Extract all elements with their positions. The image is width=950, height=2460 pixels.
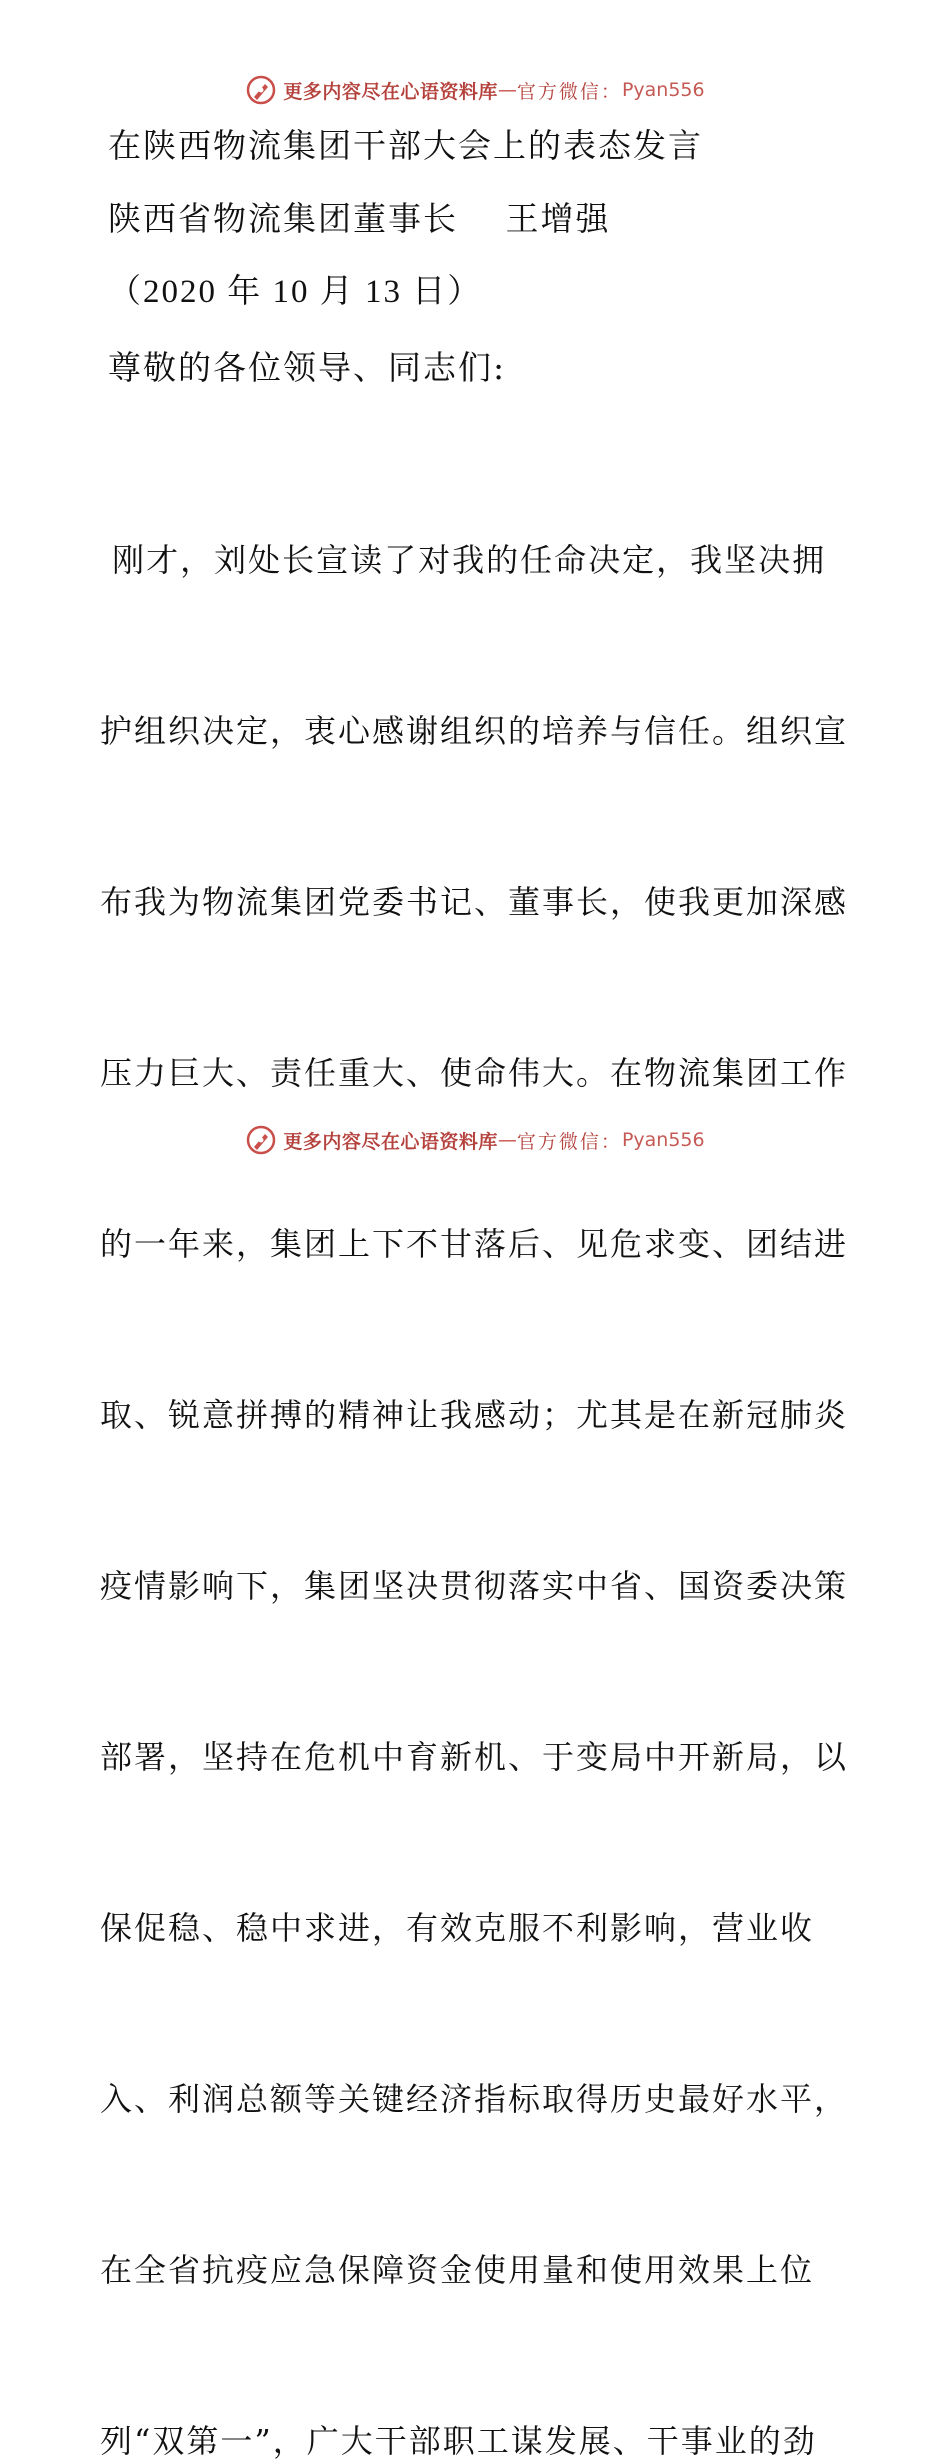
watermark-wechat-id: Pyan556 <box>621 1129 705 1151</box>
watermark-label: 官方微信： <box>516 1130 622 1153</box>
body-line: 的一年来，集团上下不甘落后、见危求变、团结进 <box>100 1225 849 1263</box>
document-title: 在陕西物流集团干部大会上的表态发言 <box>108 126 703 165</box>
pen-logo-icon <box>245 1124 277 1156</box>
body-line: 压力巨大、责任重大、使命伟大。在物流集团工作 <box>100 1054 849 1092</box>
watermark-brand: 更多内容尽在心语资料库 <box>283 80 498 103</box>
body-line: 布我为物流集团党委书记、董事长，使我更加深感 <box>100 883 849 921</box>
body-line: 部署，坚持在危机中育新机、于变局中开新局，以 <box>100 1738 849 1776</box>
watermark-brand: 更多内容尽在心语资料库 <box>283 1130 498 1153</box>
speech-date: （2020 年 10 月 13 日） <box>108 274 483 310</box>
watermark-header <box>0 74 950 106</box>
body-line: 在全省抗疫应急保障资金使用量和使用效果上位 <box>100 2251 815 2289</box>
body-line: 疫情影响下，集团坚决贯彻落实中省、国资委决策 <box>100 1567 849 1605</box>
body-line: 入、利润总额等关键经济指标取得历史最好水平， <box>100 2080 849 2118</box>
watermark-label: 官方微信： <box>516 80 622 103</box>
pen-logo-icon <box>245 74 277 106</box>
body-line: 保促稳、稳中求进，有效克服不利影响，营业收 <box>100 1909 815 1947</box>
watermark-wechat-id: Pyan556 <box>621 79 705 101</box>
salutation: 尊敬的各位领导、同志们: <box>108 348 507 387</box>
body-line: 刚才，刘处长宣读了对我的任命决定，我坚决拥 <box>100 541 827 579</box>
speaker-line: 陕西省物流集团董事长 王增强 <box>108 199 611 238</box>
watermark-footer <box>0 1124 950 1156</box>
speech-body <box>100 418 860 2460</box>
watermark-dash: — <box>497 1129 517 1151</box>
body-line: 护组织决定，衷心感谢组织的培养与信任。组织宣 <box>100 712 849 750</box>
body-line: 取、锐意拼搏的精神让我感动；尤其是在新冠肺炎 <box>100 1396 849 1434</box>
body-line: 列“双第一”，广大干部职工谋发展、干事业的劲 <box>100 2422 817 2460</box>
watermark-dash: — <box>497 79 517 101</box>
